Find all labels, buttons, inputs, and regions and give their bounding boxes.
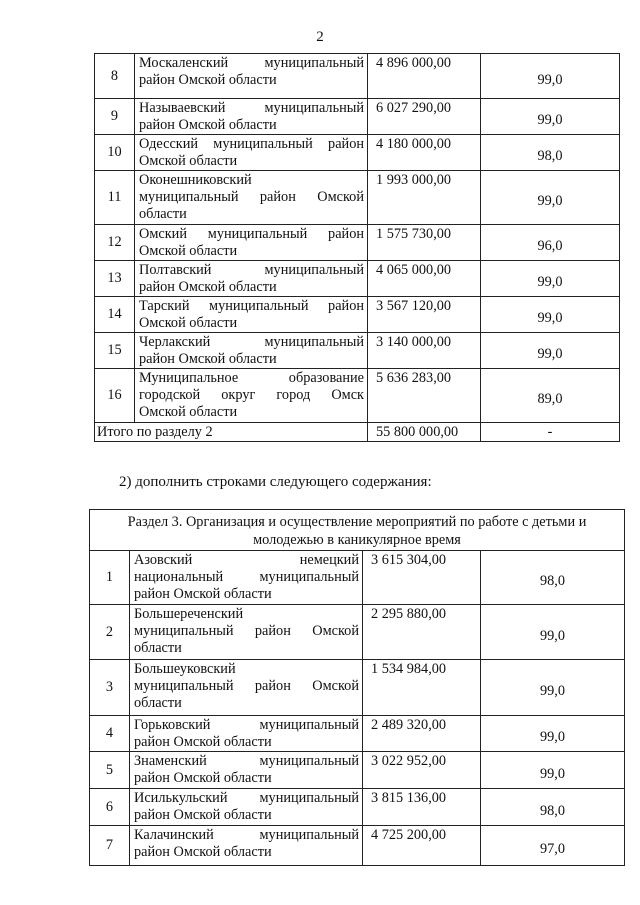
amount: 2 295 880,00 bbox=[363, 605, 481, 660]
municipality-name-line: Тарский муниципальный район bbox=[139, 298, 364, 314]
row-number: 14 bbox=[95, 297, 135, 333]
table-row bbox=[95, 261, 620, 297]
table-row bbox=[95, 225, 620, 261]
percent: 98,0 bbox=[481, 789, 625, 826]
row-number: 7 bbox=[90, 826, 130, 866]
percent: 96,0 bbox=[481, 225, 620, 261]
municipality-name-line: Омской области bbox=[139, 404, 238, 420]
table-row bbox=[90, 716, 625, 752]
municipality-name-line: Горьковский муниципальный bbox=[134, 717, 359, 733]
amount: 6 027 290,00 bbox=[368, 99, 481, 135]
municipality-name-line: Оконешниковский bbox=[139, 172, 252, 188]
amount: 4 896 000,00 bbox=[368, 54, 481, 99]
amount: 4 180 000,00 bbox=[368, 135, 481, 171]
municipality-name-line: район Омской области bbox=[134, 586, 272, 602]
amount: 3 615 304,00 bbox=[363, 551, 481, 605]
municipality-name-line: Черлакский муниципальный bbox=[139, 334, 364, 350]
row-number: 4 bbox=[90, 716, 130, 752]
municipality-name-line: Омской области bbox=[139, 315, 238, 331]
row-number: 2 bbox=[90, 605, 130, 660]
municipality-name-line: муниципальный район Омской bbox=[134, 678, 359, 694]
row-number: 11 bbox=[95, 171, 135, 225]
row-number: 12 bbox=[95, 225, 135, 261]
percent: 99,0 bbox=[481, 171, 620, 225]
total-amount: 55 800 000,00 bbox=[368, 423, 481, 442]
municipality-name-line: Москаленский муниципальный bbox=[139, 55, 364, 71]
table-row bbox=[90, 752, 625, 789]
municipality-name-line: Одесский муниципальный район bbox=[139, 136, 364, 152]
table-row bbox=[95, 297, 620, 333]
municipality-name-line: Большеуковский bbox=[134, 661, 236, 677]
row-number: 13 bbox=[95, 261, 135, 297]
percent: 99,0 bbox=[481, 99, 620, 135]
percent: 99,0 bbox=[481, 752, 625, 789]
municipality-name-line: национальный муниципальный bbox=[134, 569, 359, 585]
table-row bbox=[90, 605, 625, 660]
amount: 3 140 000,00 bbox=[368, 333, 481, 369]
municipality-name-line: район Омской области bbox=[134, 734, 272, 750]
amount: 5 636 283,00 bbox=[368, 369, 481, 423]
amount: 3 022 952,00 bbox=[363, 752, 481, 789]
municipality-name bbox=[130, 660, 363, 716]
municipality-name bbox=[135, 333, 368, 369]
row-number: 5 bbox=[90, 752, 130, 789]
municipality-name-line: Исилькульский муниципальный bbox=[134, 790, 359, 806]
municipality-name bbox=[130, 605, 363, 660]
municipality-name-line: муниципальный район Омской bbox=[139, 189, 364, 205]
total-label: Итого по разделу 2 bbox=[95, 423, 368, 442]
table-row bbox=[95, 99, 620, 135]
amount: 4 065 000,00 bbox=[368, 261, 481, 297]
municipality-name-line: район Омской области bbox=[134, 770, 272, 786]
municipality-name-line: области bbox=[139, 206, 187, 222]
municipality-name bbox=[135, 54, 368, 99]
table-section-2 bbox=[94, 53, 620, 442]
municipality-name-line: Азовский немецкий bbox=[134, 552, 359, 568]
row-number: 1 bbox=[90, 551, 130, 605]
municipality-name bbox=[135, 135, 368, 171]
section-title bbox=[90, 510, 625, 551]
municipality-name bbox=[130, 716, 363, 752]
municipality-name-line: Омский муниципальный район bbox=[139, 226, 364, 242]
amount: 3 567 120,00 bbox=[368, 297, 481, 333]
table-row bbox=[95, 135, 620, 171]
section-header-row bbox=[90, 510, 625, 551]
municipality-name-line: Знаменский муниципальный bbox=[134, 753, 359, 769]
percent: 99,0 bbox=[481, 660, 625, 716]
municipality-name bbox=[130, 789, 363, 826]
table-row bbox=[90, 826, 625, 866]
municipality-name-line: муниципальный район Омской bbox=[134, 623, 359, 639]
municipality-name bbox=[135, 261, 368, 297]
municipality-name-line: район Омской области bbox=[134, 807, 272, 823]
section-title-line: Раздел 3. Организация и осуществление мероприятий по работе с детьми и bbox=[127, 514, 587, 530]
amount: 1 993 000,00 bbox=[368, 171, 481, 225]
municipality-name bbox=[130, 826, 363, 866]
municipality-name-line: области bbox=[134, 640, 182, 656]
percent: 99,0 bbox=[481, 605, 625, 660]
row-number: 15 bbox=[95, 333, 135, 369]
table-row bbox=[90, 789, 625, 826]
percent: 99,0 bbox=[481, 716, 625, 752]
amount: 2 489 320,00 bbox=[363, 716, 481, 752]
municipality-name-line: Большереченский bbox=[134, 606, 244, 622]
page-number: 2 bbox=[316, 29, 324, 45]
total-row bbox=[95, 423, 620, 442]
percent: 97,0 bbox=[481, 826, 625, 866]
row-number: 6 bbox=[90, 789, 130, 826]
table-row bbox=[95, 369, 620, 423]
municipality-name-line: Омской области bbox=[139, 243, 238, 259]
table-row bbox=[95, 333, 620, 369]
municipality-name-line: Муниципальное образование bbox=[139, 370, 364, 386]
percent: 98,0 bbox=[481, 135, 620, 171]
municipality-name-line: Омской области bbox=[139, 153, 238, 169]
row-number: 16 bbox=[95, 369, 135, 423]
municipality-name bbox=[135, 171, 368, 225]
amount: 3 815 136,00 bbox=[363, 789, 481, 826]
row-number: 8 bbox=[95, 54, 135, 99]
municipality-name-line: район Омской области bbox=[134, 844, 272, 860]
municipality-name-line: Называевский муниципальный bbox=[139, 100, 364, 116]
row-number: 9 bbox=[95, 99, 135, 135]
municipality-name bbox=[135, 369, 368, 423]
total-percent: - bbox=[481, 423, 620, 442]
row-number: 3 bbox=[90, 660, 130, 716]
municipality-name-line: Полтавский муниципальный bbox=[139, 262, 364, 278]
table-row bbox=[95, 54, 620, 99]
table-row bbox=[90, 660, 625, 716]
percent: 89,0 bbox=[481, 369, 620, 423]
percent: 99,0 bbox=[481, 333, 620, 369]
table-row bbox=[90, 551, 625, 605]
intro-text: 2) дополнить строками следующего содержания: bbox=[119, 474, 432, 490]
table-row bbox=[95, 171, 620, 225]
municipality-name-line: район Омской области bbox=[139, 279, 277, 295]
municipality-name-line: Калачинский муниципальный bbox=[134, 827, 359, 843]
amount: 1 534 984,00 bbox=[363, 660, 481, 716]
percent: 99,0 bbox=[481, 54, 620, 99]
amount: 1 575 730,00 bbox=[368, 225, 481, 261]
municipality-name-line: городской округ город Омск bbox=[139, 387, 364, 403]
table-section-3 bbox=[89, 509, 625, 866]
row-number: 10 bbox=[95, 135, 135, 171]
municipality-name-line: район Омской области bbox=[139, 351, 277, 367]
municipality-name bbox=[130, 551, 363, 605]
municipality-name-line: области bbox=[134, 695, 182, 711]
section-title-line: молодежью в каникулярное время bbox=[253, 532, 461, 548]
percent: 99,0 bbox=[481, 297, 620, 333]
municipality-name-line: район Омской области bbox=[139, 72, 277, 88]
percent: 98,0 bbox=[481, 551, 625, 605]
municipality-name-line: район Омской области bbox=[139, 117, 277, 133]
municipality-name bbox=[130, 752, 363, 789]
municipality-name bbox=[135, 297, 368, 333]
municipality-name bbox=[135, 225, 368, 261]
percent: 99,0 bbox=[481, 261, 620, 297]
municipality-name bbox=[135, 99, 368, 135]
amount: 4 725 200,00 bbox=[363, 826, 481, 866]
